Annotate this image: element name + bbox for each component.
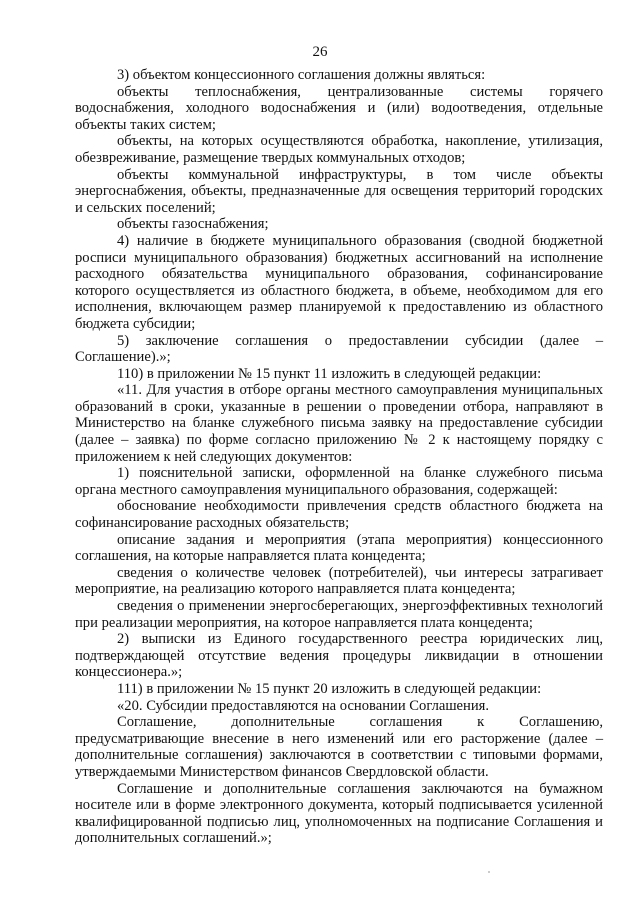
- page-number: 26: [312, 44, 328, 60]
- paragraph-waste-objects: объекты, на которых осуществляются обработка, накопление, утилизация, обезвреживание, размещение твердых коммунальных отходов;: [75, 133, 603, 166]
- paragraph-amendment-110: 110) в приложении № 15 пункт 11 изложить в следующей редакции:: [117, 365, 542, 382]
- paragraph-explanatory-note: 1) пояснительной записки, оформленной на бланке служебного письма органа местного самоуправления муниципального образования, содержащей:: [75, 465, 603, 498]
- paragraph-clause-20: «20. Субсидии предоставляются на основании Соглашения.: [117, 697, 490, 714]
- paragraph-heating-objects: объекты теплоснабжения, централизованные системы горячего водоснабжения, холодного водоснабжения и (или) водоотведения, отдельные объекты таких систем;: [75, 83, 603, 133]
- paragraph-amendment-111: 111) в приложении № 15 пункт 20 изложить в следующей редакции:: [117, 680, 542, 697]
- paragraph-justification: обоснование необходимости привлечения средств областного бюджета на софинансирование расходных обязательств;: [75, 498, 603, 532]
- paragraph-utility-objects: объекты коммунальной инфраструктуры, в том числе объекты энергоснабжения, объекты, предназначенные для освещения территорий городских и сельских поселений;: [75, 166, 603, 216]
- paragraph-item-5: 5) заключение соглашения о предоставлении субсидии (далее – Соглашение).»;: [75, 332, 603, 366]
- paragraph-item-3: 3) объектом концессионного соглашения должны являться:: [117, 67, 486, 83]
- paragraph-task-description: описание задания и мероприятия (этапа мероприятия) концессионного соглашения, на которые направляется плата концедента;: [75, 531, 603, 565]
- paragraph-item-4: 4) наличие в бюджете муниципального образования (сводной бюджетной росписи муниципального образования) бюджетных ассигнований на исполнение расходного обязательства муниципального образования, софинансирование которого осуществляется из областного бюджета, в объеме, необходимом для его исполнения, включающем размер планируемой к предоставлению из областного бюджета субсидии;: [75, 232, 603, 332]
- paragraph-energy-saving-info: сведения о применении энергосберегающих, энергоэффективных технологий при реализации мероприятия, на которое направляется плата концедента;: [75, 598, 603, 631]
- paragraph-registry-extract: 2) выписки из Единого государственного реестра юридических лиц, подтверждающей отсутствие ведения процедуры ликвидации в отношении концессионера.»;: [75, 631, 603, 681]
- paragraph-gas-objects: объекты газоснабжения;: [117, 216, 269, 233]
- paragraph-agreement-signing: Соглашение и дополнительные соглашения заключаются на бумажном носителе или в форме электронного документа, который подписывается усиленной квалифицированной подписью лиц, уполномоченных на подписание Соглашения и дополнительных соглашений.»;: [75, 780, 603, 847]
- scan-speck: [488, 871, 490, 873]
- paragraph-consumers-info: сведения о количестве человек (потребителей), чьи интересы затрагивает мероприятие, на реализацию которого направляется плата концедента;: [75, 564, 603, 598]
- paragraph-agreement-forms: Соглашение, дополнительные соглашения к Соглашению, предусматривающие внесение в него изменений или его расторжение (далее – дополнительные соглашения) заключаются в соответствии с типовыми формами, утверждаемыми Министерством финансов Свердловской области.: [75, 714, 603, 780]
- document-body: [75, 67, 603, 847]
- paragraph-clause-11: «11. Для участия в отборе органы местного самоуправления муниципальных образований в сроки, указанные в решении о проведении отбора, направляют в Министерство на бланке служебного письма заявку на предоставление субсидии (далее – заявка) по форме согласно приложению № 2 к настоящему порядку с приложением к ней следующих документов:: [75, 382, 603, 465]
